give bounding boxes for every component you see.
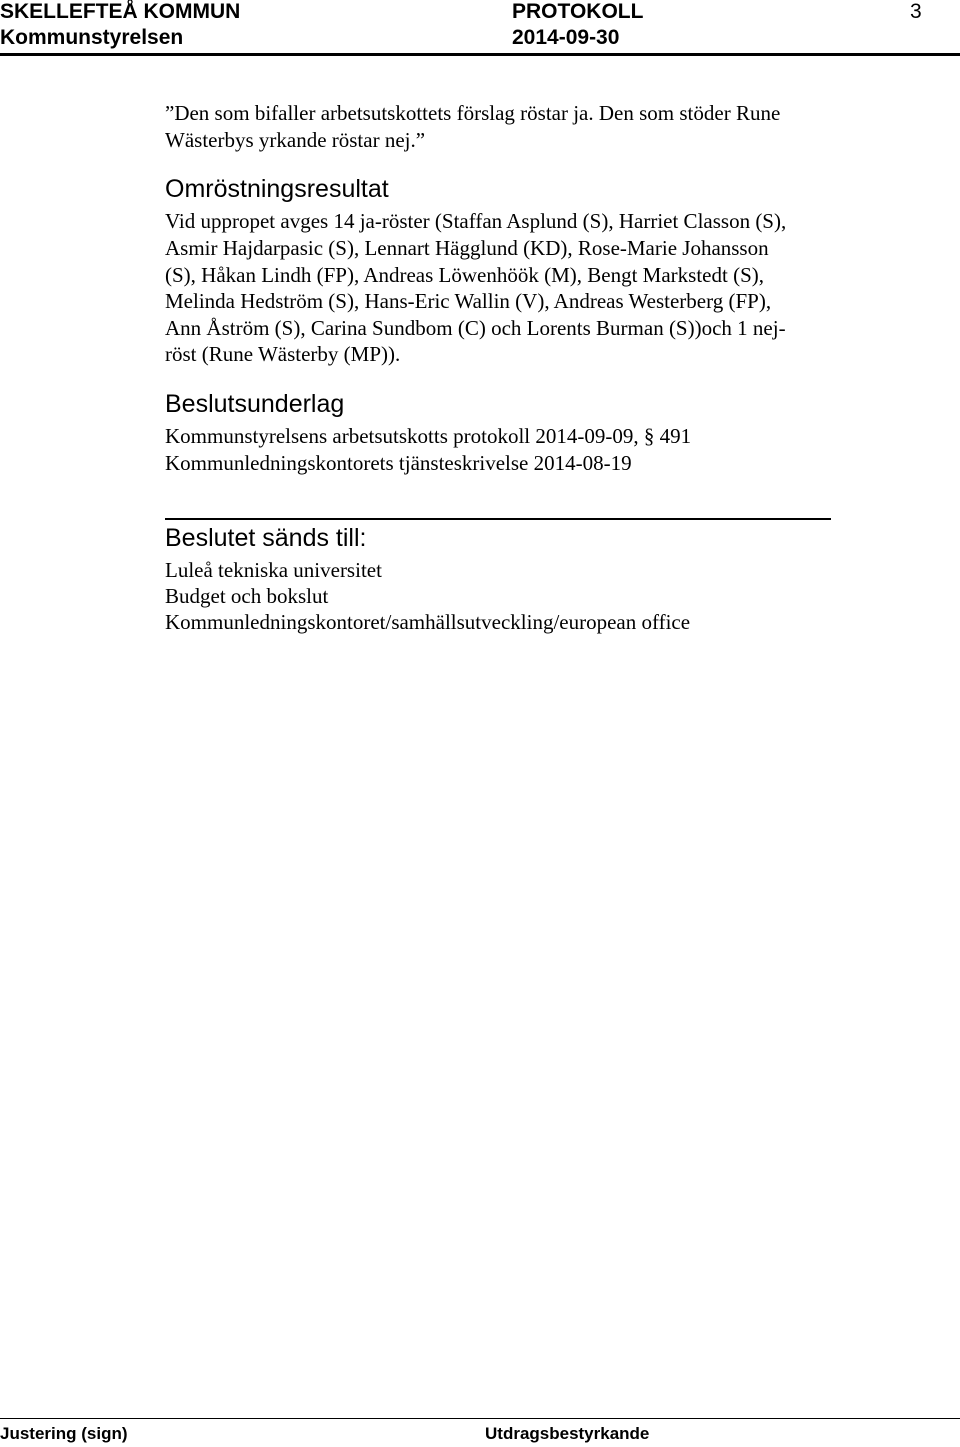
header-divider [0,53,960,56]
vote-result-line: Ann Åström (S), Carina Sundbom (C) och Lorents Burman (S))och 1 nej- [165,316,786,340]
sent-to-heading: Beslutet sänds till: [165,524,367,552]
basis-line: Kommunledningskontorets tjänsteskrivelse 2014-08-19 [165,451,632,475]
committee-name: Kommunstyrelsen [0,26,184,49]
signature-label: Justering (sign) [0,1424,128,1443]
footer-divider [0,1418,960,1419]
vote-result-line: Melinda Hedström (S), Hans-Eric Wallin (V), Andreas Westerberg (FP), [165,289,772,313]
vote-result-line: Asmir Hajdarpasic (S), Lennart Hägglund (KD), Rose-Marie Johansson [165,236,769,260]
basis-line: Kommunstyrelsens arbetsutskotts protokoll 2014-09-09, § 491 [165,424,692,448]
recipient-item: Budget och bokslut [165,584,329,608]
document-type: PROTOKOLL [512,0,644,23]
vote-result-heading: Omröstningsresultat [165,175,389,203]
municipality-name: SKELLEFTEÅ KOMMUN [0,0,241,23]
section-divider [165,518,831,520]
recipient-item: Luleå tekniska universitet [165,558,382,582]
vote-result-line: (S), Håkan Lindh (FP), Andreas Löwenhöök (M), Bengt Markstedt (S), [165,263,764,287]
intro-line: ”Den som bifaller arbetsutskottets förslag röstar ja. Den som stöder Rune [165,101,781,125]
certified-copy-label: Utdragsbestyrkande [485,1424,650,1443]
vote-result-line: Vid uppropet avges 14 ja-röster (Staffan Asplund (S), Harriet Classon (S), [165,209,787,233]
page-number: 3 [910,0,922,23]
basis-heading: Beslutsunderlag [165,390,345,418]
intro-line: Wästerbys yrkande röstar nej.” [165,128,426,152]
meeting-date: 2014-09-30 [512,26,620,49]
recipient-item: Kommunledningskontoret/samhällsutveckling/european office [165,610,691,634]
vote-result-line: röst (Rune Wästerby (MP)). [165,342,401,366]
